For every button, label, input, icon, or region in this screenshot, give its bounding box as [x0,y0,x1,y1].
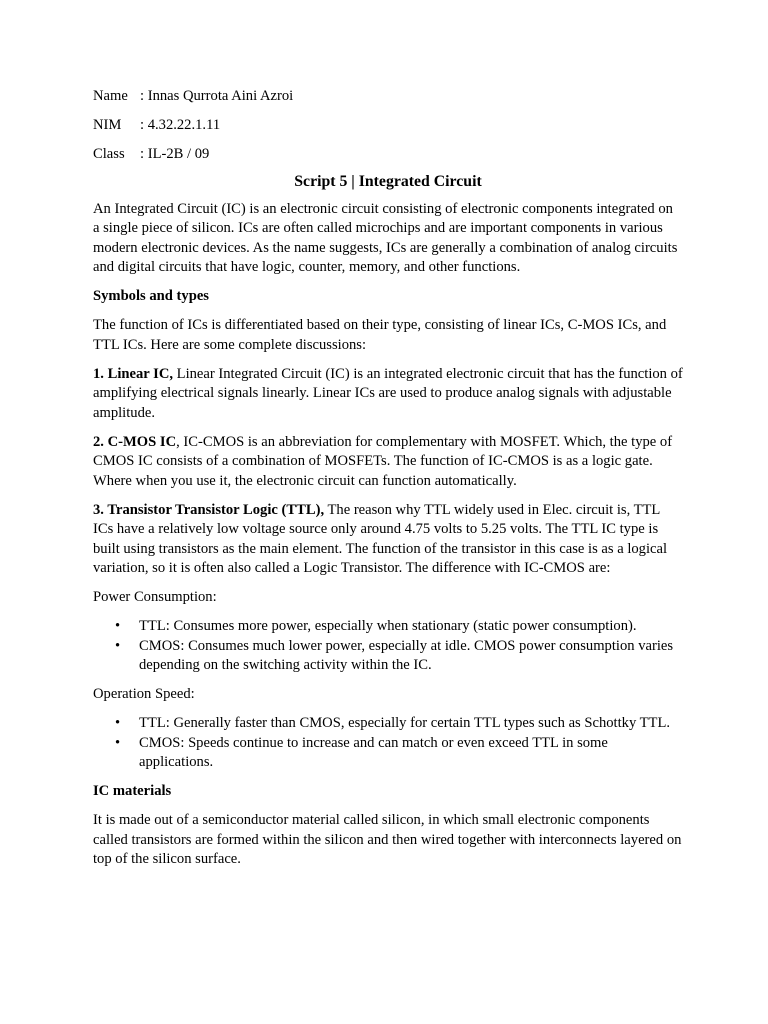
nim-label: NIM [93,117,122,133]
linear-ic-text: Linear Integrated Circuit (IC) is an integrated electronic circuit that has the function of amplifying electrical signals linearly. Linear ICs are used to produce analog signals with adjustable amplitude. [93,365,683,421]
list-item [93,714,683,734]
list-item [93,617,683,637]
speed-heading: Operation Speed: [93,686,195,702]
class-row [93,145,683,165]
name-value: : Innas Qurrota Aini Azroi [140,88,294,104]
cmos-ic-lead: 2. C-MOS IC [93,433,177,450]
list-item [93,637,683,676]
symbols-heading: Symbols and types [93,288,209,304]
ttl-paragraph [93,501,683,579]
materials-heading: IC materials [93,783,172,799]
ttl-text: The reason why TTL widely used in Elec. circuit is, TTL ICs have a relatively low voltage source only around 4.75 volts to 5.25 volts. The TTL IC type is built using transistors as the main element. The function of the transistor in this case is as a logical variation, so it is often also called a Logic Transistor. The difference with IC-CMOS are: [93,501,668,576]
bullet-icon: • [115,715,121,731]
speed-bullet-cmos: CMOS: Speeds continue to increase and can match or even exceed TTL in some applications. [139,734,608,770]
power-list [93,617,683,676]
class-label: Class [93,146,125,162]
bullet-icon: • [115,637,121,654]
class-value: : IL-2B / 09 [140,146,210,162]
document-page [93,87,683,879]
linear-ic-paragraph [93,365,683,424]
document-title: Script 5 | Integrated Circuit [294,173,482,190]
bullet-icon: • [115,618,121,634]
intro-paragraph: An Integrated Circuit (IC) is an electronic circuit consisting of electronic components integrated on a single piece of silicon. ICs are often called microchips and are important components in various modern electronic devices. As the name suggests, ICs are generally a combination of analog circuits and digital circuits that have logic, counter, memory, and other functions. [93,200,678,275]
cmos-ic-paragraph [93,433,683,492]
nim-value: : 4.32.22.1.11 [140,117,221,133]
linear-ic-lead: 1. Linear IC, [93,365,174,382]
name-row [93,87,683,107]
name-label: Name [93,88,128,104]
bullet-icon: • [115,734,121,751]
symbols-paragraph: The function of ICs is differentiated based on their type, consisting of linear ICs, C-MOS ICs, and TTL ICs. Here are some complete discussions: [93,317,667,353]
list-item [93,734,683,773]
cmos-ic-text: , IC-CMOS is an abbreviation for complementary with MOSFET. Which, the type of CMOS IC consists of a combination of MOSFETs. The function of IC-CMOS is as a logic gate. Where when you use it, the electronic circuit can function automatically. [93,433,673,489]
power-heading: Power Consumption: [93,589,217,605]
power-bullet-cmos: CMOS: Consumes much lower power, especially at idle. CMOS power consumption varies depending on the switching activity within the IC. [139,637,674,673]
materials-paragraph: It is made out of a semiconductor material called silicon, in which small electronic components called transistors are formed within the silicon and then wired together with interconnects layered on top of the silicon surface. [93,812,682,867]
speed-bullet-ttl: TTL: Generally faster than CMOS, especially for certain TTL types such as Schottky TTL. [139,715,671,731]
power-bullet-ttl: TTL: Consumes more power, especially when stationary (static power consumption). [139,618,637,634]
ttl-lead: 3. Transistor Transistor Logic (TTL), [93,501,325,518]
speed-list [93,714,683,773]
nim-row [93,116,683,136]
